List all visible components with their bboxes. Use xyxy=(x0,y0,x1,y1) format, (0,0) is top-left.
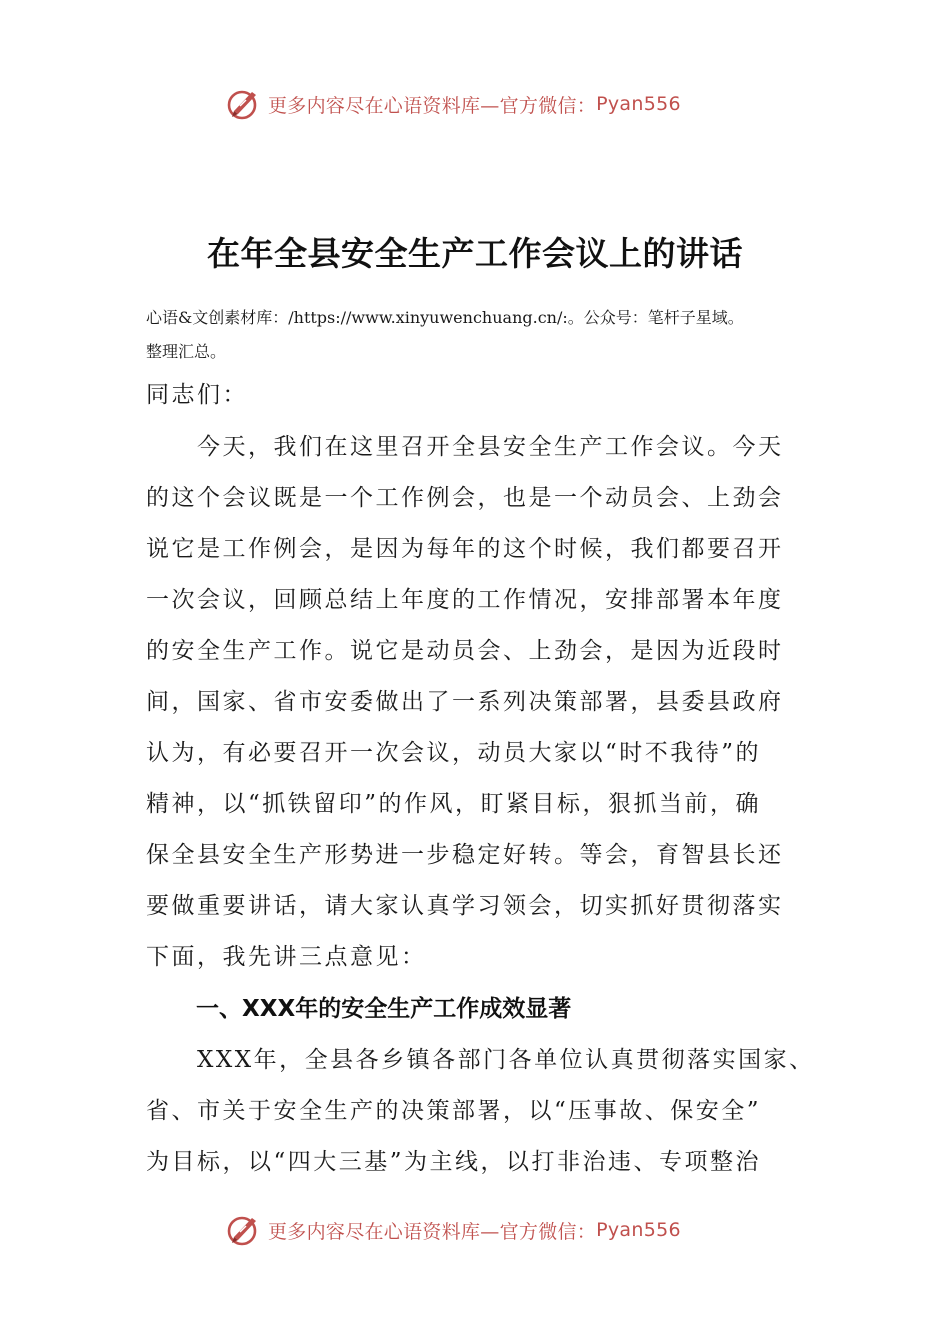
banner-wechat-id: Pyan556 xyxy=(596,93,681,115)
paragraph-line: 省、市关于安全生产的决策部署，以“压事故、保安全” xyxy=(146,1098,762,1124)
paragraph-line: 精神，以“抓铁留印”的作风，盯紧目标，狠抓当前，确 xyxy=(146,791,762,817)
banner-wechat-id: Pyan556 xyxy=(596,1219,681,1241)
banner-text: 更多内容尽在心语资料库—官方微信： xyxy=(268,1220,597,1243)
source-line: 心语&文创素材库：/https://www.xinyuwenchuang.cn/:。公众号：笔杆子星域。 xyxy=(146,308,744,327)
paragraph-line: 认为，有必要召开一次会议，动员大家以“时不我待”的 xyxy=(146,740,762,766)
paragraph-line: 下面，我先讲三点意见： xyxy=(146,944,427,970)
paragraph-line: 说它是工作例会，是因为每年的这个时候，我们都要召开 xyxy=(146,536,784,562)
page-title: 在年全县安全生产工作会议上的讲话 xyxy=(207,234,743,273)
paragraph-line: 一次会议，回顾总结上年度的工作情况，安排部署本年度 xyxy=(146,587,784,613)
pen-logo-icon xyxy=(226,86,262,122)
paragraph-line: XXX年，全县各乡镇各部门各单位认真贯彻落实国家、 xyxy=(146,1047,815,1073)
paragraph-line: 的这个会议既是一个工作例会，也是一个动员会、上劲会 xyxy=(146,485,784,511)
footer-banner xyxy=(226,1212,746,1248)
banner-text: 更多内容尽在心语资料库—官方微信： xyxy=(268,94,597,117)
paragraph-line: 保全县安全生产形势进一步稳定好转。等会，育智县长还 xyxy=(146,842,784,868)
section-heading: 一、XXX年的安全生产工作成效显著 xyxy=(196,996,572,1022)
header-banner xyxy=(226,86,746,122)
paragraph-line: 的安全生产工作。说它是动员会、上劲会，是因为近段时 xyxy=(146,638,784,664)
paragraph-line: 要做重要讲话，请大家认真学习领会，切实抓好贯彻落实 xyxy=(146,893,784,919)
paragraph-line: 为目标，以“四大三基”为主线，以打非治违、专项整治 xyxy=(146,1149,762,1175)
source-line: 整理汇总。 xyxy=(146,342,227,361)
salutation: 同志们： xyxy=(146,382,248,408)
paragraph-line: 今天，我们在这里召开全县安全生产工作会议。今天 xyxy=(146,434,784,460)
pen-logo-icon xyxy=(226,1212,262,1248)
paragraph-line: 间，国家、省市安委做出了一系列决策部署，县委县政府 xyxy=(146,689,784,715)
